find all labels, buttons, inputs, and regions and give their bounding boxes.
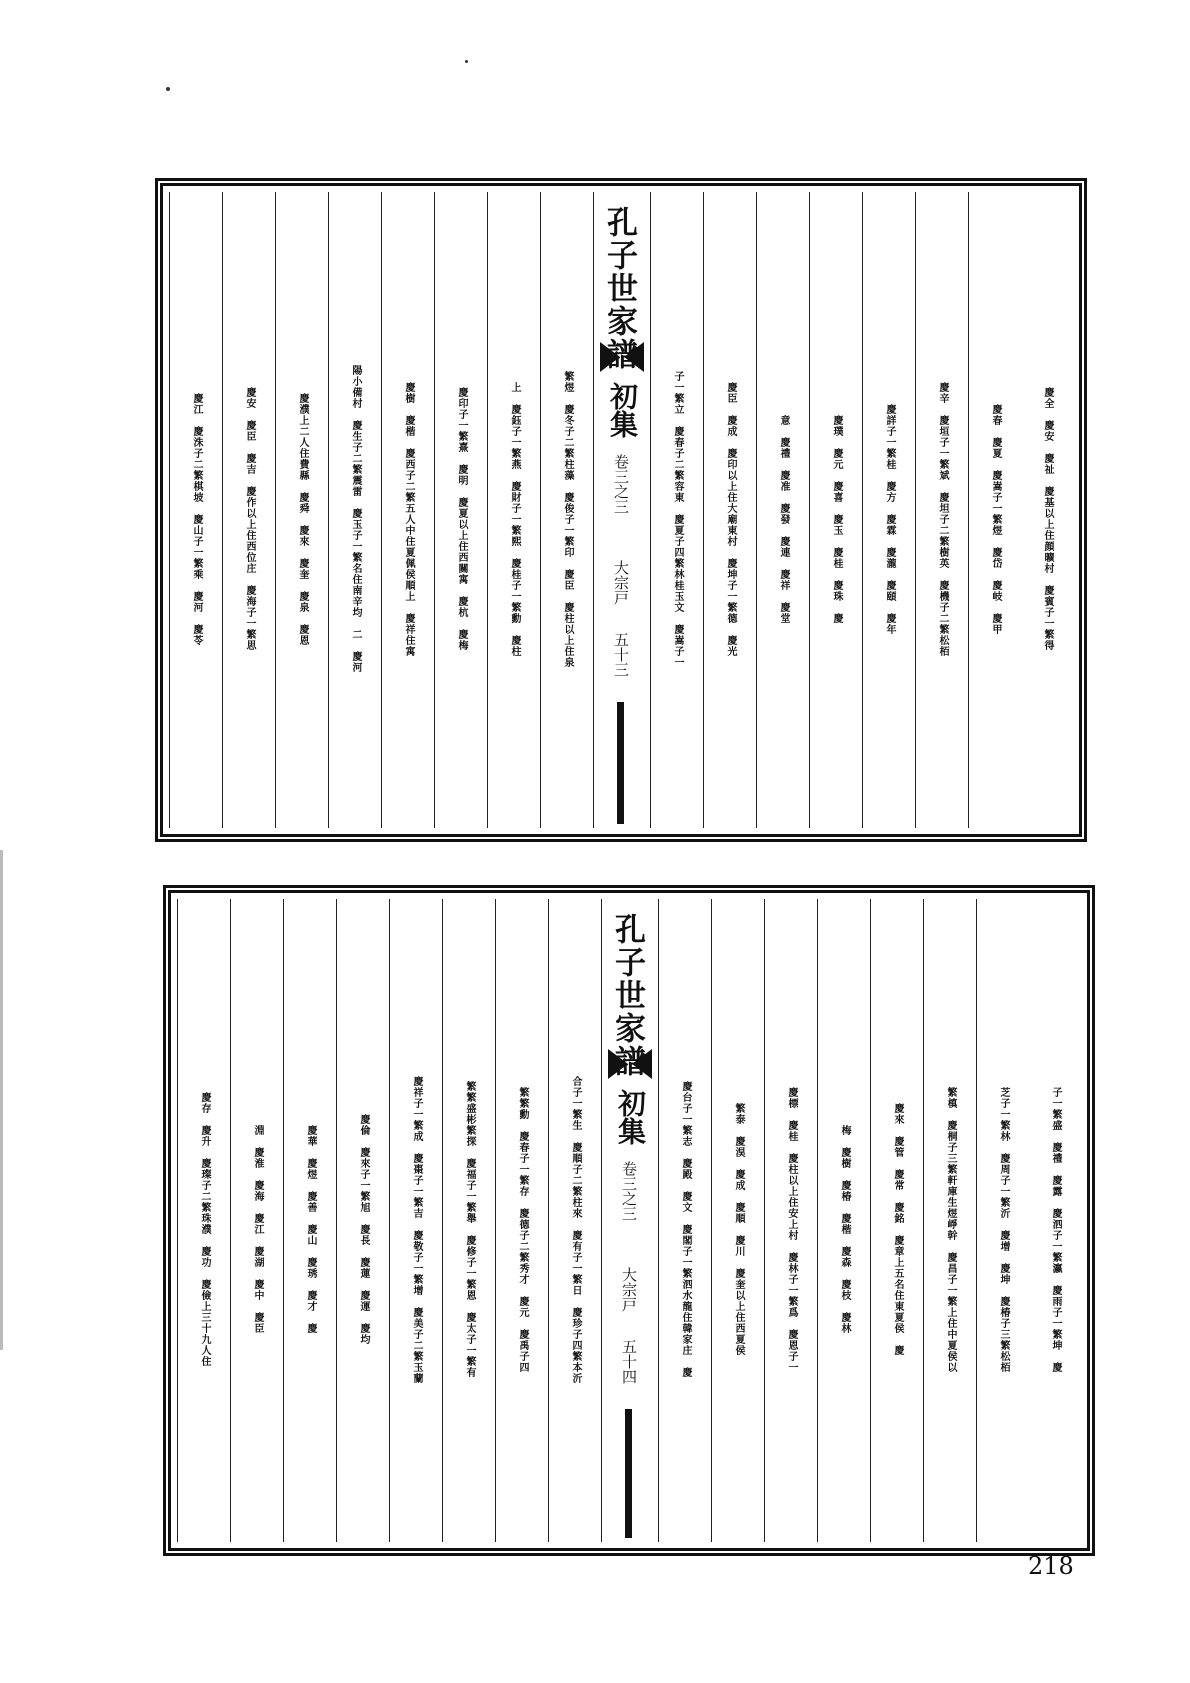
entry-text: 合子一繁生 慶順子二繁柱來 慶有子一繁日 慶珍子四繁本沂 xyxy=(570,1075,581,1384)
entry-column xyxy=(495,899,548,1542)
collection-label: 初集 xyxy=(614,1089,647,1145)
entry-text: 慶台子一繁志 慶殿 慶文 慶閣子一繁泗水龍住韓家庄 慶 xyxy=(680,1081,691,1378)
scan-speck xyxy=(166,87,170,91)
genealogy-page-53 xyxy=(160,183,1082,837)
entry-text: 慶華 慶煜 慶善 慶山 慶琇 慶才 慶 xyxy=(305,1125,316,1334)
entry-column xyxy=(862,192,915,828)
household-label: 大宗戸 xyxy=(620,1267,638,1312)
collection-label: 初集 xyxy=(606,382,639,438)
page-number: 218 xyxy=(1028,1552,1074,1580)
entry-column xyxy=(658,899,711,1542)
entry-column xyxy=(283,899,336,1542)
entry-text: 慶全 慶安 慶祉 慶基以上住顔曠村 慶賓子一繁得 xyxy=(1042,387,1053,651)
scan-speck xyxy=(465,60,468,63)
entry-text: 慶詳子一繁桂 慶方 慶霖 慶瀧 慶頤 慶年 xyxy=(884,403,895,635)
entry-column xyxy=(548,899,601,1542)
entry-column xyxy=(817,899,870,1542)
scan-edge-shadow xyxy=(0,850,3,1350)
volume-label: 卷三之三 xyxy=(612,454,630,514)
entry-text: 慶臣 慶成 慶印以上住大廟東村 慶坤子一繁德 慶光 xyxy=(725,381,736,657)
entry-column xyxy=(756,192,809,828)
entry-column xyxy=(442,899,495,1542)
fish-tail-mark-icon xyxy=(600,342,644,372)
entry-text: 繁繁盛彬繁探 慶福子一繁舉 慶修子一繁恩 慶太子一繁有 xyxy=(464,1081,475,1378)
entry-text: 意 慶禮 慶准 慶發 慶連 慶祥 慶堂 xyxy=(778,414,789,624)
entry-column xyxy=(923,899,976,1542)
entry-text: 慶存 慶升 慶璨子二繁珠濮 慶功 慶儉上三十九人住 xyxy=(199,1092,210,1367)
entry-text: 繁槙 慶桐子三繁軒庫生煜崢幹 慶昌子一繁上住中夏侯以 xyxy=(945,1086,956,1373)
entry-column xyxy=(976,899,1029,1542)
entry-text: 慶辛 慶垣子一繁斌 慶坦子二繁樹英 慶機子二繁松栢 xyxy=(937,381,948,657)
folio-number: 五十三 xyxy=(612,632,630,677)
entry-text: 上 慶鈺子一繁燕 慶財子一繁熙 慶桂子一繁勳 慶柱 xyxy=(509,381,520,657)
entry-text: 慶倫 慶來子一繁旭 慶長 慶蓮 慶運 慶均 xyxy=(358,1114,369,1345)
entry-column xyxy=(1021,192,1073,828)
entry-column xyxy=(381,192,434,828)
book-title: 孔子世家譜 xyxy=(609,913,645,1078)
entry-text: 芝子一繁林 慶周子一繁沂 慶增 慶坤 慶椿子三繁松栢 xyxy=(998,1086,1009,1373)
entry-column xyxy=(870,899,923,1542)
entry-column xyxy=(1029,899,1081,1542)
entry-text: 淵 慶淮 慶海 慶江 慶湖 慶中 慶臣 xyxy=(252,1125,263,1334)
entry-text: 繁繁勳 慶春子一繁存 慶德子二繁秀才 慶元 慶禹子四 xyxy=(517,1086,528,1373)
fold-bar xyxy=(625,1409,632,1538)
entry-text: 慶祥子一繁成 慶棗子一繁吉 慶敬子一繁增 慶美子二繁玉蘭 xyxy=(411,1075,422,1384)
entry-text: 子一繁立 慶春子二繁容東 慶夏子四繁林桂玉文 慶嵩子一 xyxy=(672,370,683,668)
fish-tail-mark-icon xyxy=(608,1049,652,1079)
entry-column xyxy=(968,192,1021,828)
entry-column xyxy=(389,899,442,1542)
entry-column xyxy=(915,192,968,828)
entry-column xyxy=(222,192,275,828)
entry-text: 慶標 慶桂 慶柱以上住安上村 慶林子一繁爲 慶恩子一 xyxy=(786,1086,797,1373)
entry-text: 慶濮上二人住費縣 慶舜 慶來 慶奎 慶泉 慶恩 xyxy=(297,392,308,646)
entry-text: 慶璞 慶元 慶喜 慶玉 慶桂 慶珠 慶 xyxy=(831,414,842,624)
entry-column xyxy=(336,899,389,1542)
entry-text: 繁煜 慶冬子二繁柱藻 慶俊子一繁印 慶臣 慶柱以上住泉 xyxy=(562,370,573,668)
entry-text: 慶印子一繁熹 慶明 慶夏以上住西關寓 慶杭 慶梅 xyxy=(456,387,467,651)
entry-column xyxy=(177,899,230,1542)
book-title: 孔子世家譜 xyxy=(601,206,637,371)
entry-column xyxy=(809,192,862,828)
entry-text: 梅 慶樹 慶椿 慶楷 慶森 慶枝 慶林 xyxy=(839,1125,850,1334)
entry-column xyxy=(650,192,703,828)
entry-text: 慶春 慶夏 慶嵩子一繁煜 慶岱 慶岐 慶甲 xyxy=(990,403,1001,635)
entry-column xyxy=(487,192,540,828)
entry-text: 繁泰 慶淏 慶成 慶順 慶川 慶奎以上住西夏侯 xyxy=(733,1103,744,1356)
entry-column xyxy=(328,192,381,828)
entry-column xyxy=(711,899,764,1542)
folio-number: 五十四 xyxy=(620,1339,638,1384)
entry-column xyxy=(169,192,222,828)
entry-column xyxy=(540,192,593,828)
entry-text: 慶江 慶洙子二繁棋坡 慶山子一繁乘 慶河 慶苓 xyxy=(191,392,202,646)
volume-label: 卷三之三 xyxy=(620,1161,638,1221)
fold-bar xyxy=(617,702,624,824)
entry-column xyxy=(275,192,328,828)
entry-text: 陽小備村 慶生子二繁震雷 慶玉子一繁名住南辛均 二 慶河 xyxy=(350,365,361,673)
entry-column xyxy=(230,899,283,1542)
center-fold-header xyxy=(593,192,650,828)
entry-text: 慶安 慶臣 慶吉 慶作以上住西位庄 慶海子一繁思 xyxy=(244,387,255,651)
entry-text: 子一繁盛 慶禮 慶露 慶泗子一繁瀛 慶雨子一繁坤 慶 xyxy=(1050,1086,1061,1373)
entry-column xyxy=(434,192,487,828)
entry-column xyxy=(764,899,817,1542)
entry-column xyxy=(703,192,756,828)
center-fold-header xyxy=(601,899,658,1542)
genealogy-page-54 xyxy=(168,890,1090,1551)
entry-text: 慶來 慶管 慶常 慶銘 慶章上五名住東夏侯 慶 xyxy=(892,1103,903,1356)
entry-text: 慶樹 慶楷 慶西子二繁五人中住夏佩侯順上 慶祥住寓 xyxy=(403,381,414,657)
household-label: 大宗戸 xyxy=(612,560,630,605)
